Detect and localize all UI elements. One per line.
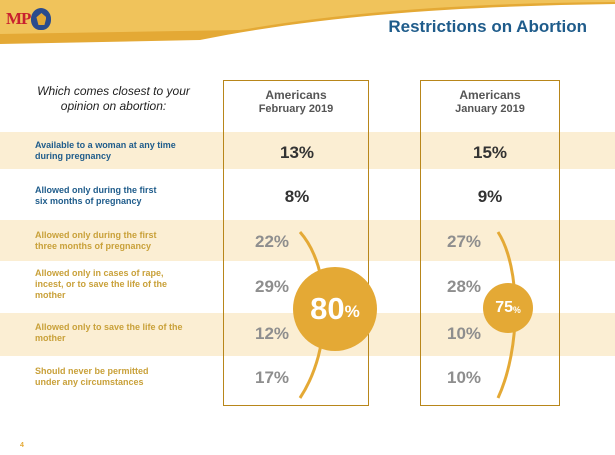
page-title: Restrictions on Abortion	[388, 17, 587, 36]
column-header-feb-2019	[223, 88, 369, 116]
row-label: Should never be permitted under any circumstances	[35, 366, 149, 387]
value-jan-row3: 27%	[446, 232, 482, 251]
value-feb-row3: 22%	[254, 232, 290, 251]
logo	[6, 6, 51, 32]
logo-text: MP	[6, 9, 31, 28]
column-header-line2: January 2019	[455, 103, 525, 115]
value-jan-row6: 10%	[446, 368, 482, 387]
value-feb-row6: 17%	[254, 368, 290, 387]
value-feb-row1: 13%	[279, 143, 315, 162]
column-header-line1: Americans	[459, 88, 521, 102]
value-jan-row1: 15%	[472, 143, 508, 162]
row-label: Available to a woman at any time during pregnancy	[35, 140, 176, 161]
value-feb-row5: 12%	[254, 324, 290, 343]
row-label: Allowed only in cases of rape, incest, or to save the life of the mother	[35, 268, 168, 300]
percent-sign: %	[344, 301, 360, 321]
page-number: 4	[20, 442, 24, 449]
value-jan-row5: 10%	[446, 324, 482, 343]
question-text: Which comes closest to your opinion on abortion:	[37, 84, 190, 113]
emblem-icon	[31, 8, 51, 30]
value-jan-row2: 9%	[477, 187, 503, 206]
total-circle-jan	[483, 283, 533, 333]
column-header-line2: February 2019	[258, 103, 334, 115]
total-circle-feb	[293, 267, 377, 351]
total-value-feb: 80	[310, 291, 345, 326]
row-label: Allowed only during the first six months of pregnancy	[35, 185, 157, 206]
row-label: Allowed only to save the life of the mother	[35, 322, 183, 343]
column-header-jan-2019	[420, 88, 560, 116]
total-value-jan: 75	[495, 299, 513, 316]
row-label: Allowed only during the first three months of pregnancy	[35, 230, 157, 251]
value-feb-row4: 29%	[254, 277, 290, 296]
column-header-line1: Americans	[265, 88, 327, 102]
percent-sign: %	[512, 304, 521, 315]
value-feb-row2: 8%	[284, 187, 310, 206]
value-jan-row4: 28%	[446, 277, 482, 296]
